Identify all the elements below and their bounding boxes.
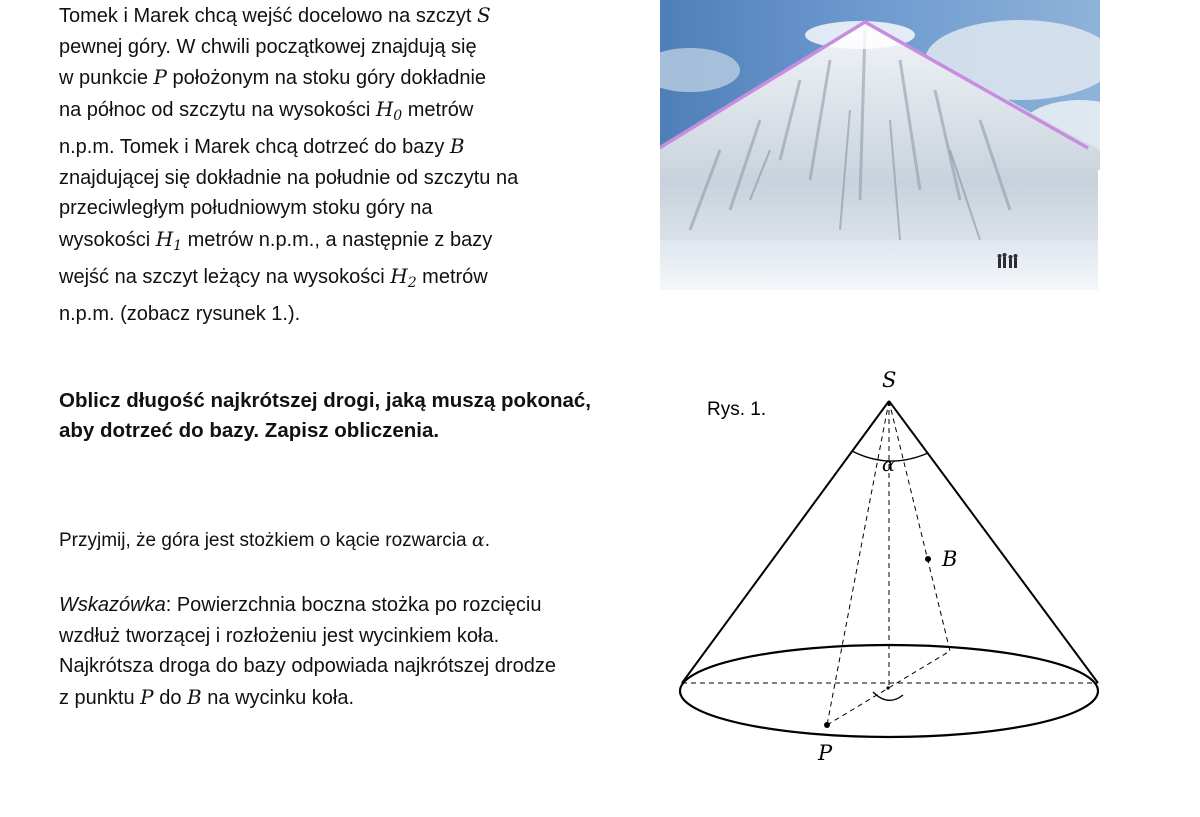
cone-generatrix-left	[682, 401, 889, 683]
generatrix-SP	[827, 401, 889, 725]
hint	[59, 590, 699, 713]
problem-line	[59, 62, 659, 94]
text: w punkcie	[59, 67, 154, 89]
hint-line	[59, 621, 699, 652]
problem-statement	[59, 0, 659, 330]
text: na wycinku koła.	[201, 686, 354, 709]
problem-line	[59, 193, 659, 224]
hint-line	[59, 590, 699, 621]
problem-line	[59, 32, 659, 63]
text: metrów	[402, 98, 474, 121]
text: : Powierzchnia boczna stożka po rozcięciu	[165, 594, 542, 616]
point-P	[824, 722, 830, 728]
text: Tomek i Marek chcą wejść docelowo na szczyt	[59, 5, 477, 27]
problem-line	[59, 131, 659, 163]
math-subscript: 1	[173, 237, 183, 254]
generatrix-SB	[889, 401, 950, 651]
right-angle-arc	[873, 692, 903, 700]
math-H: H	[155, 226, 174, 251]
figure-caption: Rys. 1.	[707, 399, 767, 420]
task-instruction: Oblicz długość najkrótszej drogi, jaką muszą pokonać, aby dotrzeć do bazy. Zapisz obliczenia.	[59, 389, 591, 442]
text: .	[484, 530, 490, 551]
text: pewnej góry. W chwili początkowej znajdują się	[59, 35, 477, 58]
math-S: S	[476, 3, 491, 27]
problem-line	[59, 163, 659, 194]
hint-label: Wskazówka	[59, 594, 166, 616]
text: przeciwległym południowym stoku góry na	[59, 197, 433, 220]
text: wysokości	[59, 228, 156, 251]
point-B	[925, 556, 931, 562]
hint-line	[59, 651, 699, 682]
label-B: B	[942, 547, 958, 571]
text: n.p.m. Tomek i Marek chcą dotrzeć do bazy	[59, 136, 450, 159]
assumption	[59, 525, 659, 556]
text: n.p.m. (zobacz rysunek 1.).	[59, 303, 301, 326]
label-alpha: α	[882, 454, 895, 476]
math-H: H	[390, 264, 408, 289]
math-B: B	[187, 684, 202, 709]
problem-line	[59, 94, 659, 132]
math-subscript: 2	[407, 275, 417, 292]
problem-line	[59, 224, 659, 262]
text: wejść na szczyt leżący na wysokości	[59, 266, 391, 289]
text: położonym na stoku góry dokładnie	[166, 67, 487, 89]
problem-line	[59, 0, 659, 32]
math-subscript: 0	[393, 107, 403, 124]
math-P: P	[140, 684, 154, 709]
cone-base	[680, 645, 1098, 737]
math-alpha: α	[471, 529, 485, 551]
hint-line	[59, 682, 699, 714]
text: Najkrótsza droga do bazy odpowiada najkrótszej drodze	[59, 655, 556, 677]
math-P: P	[153, 65, 167, 89]
problem-line	[59, 261, 659, 299]
math-H: H	[375, 96, 394, 121]
text: na północ od szczytu na wysokości	[59, 98, 376, 121]
text: do	[153, 686, 187, 709]
cone-diagram	[670, 355, 1110, 795]
photo-edge	[1098, 170, 1100, 290]
problem-line	[59, 299, 659, 330]
mountain-photo	[660, 0, 1100, 290]
text: wzdłuż tworzącej i rozłożeniu jest wycinkiem koła.	[59, 624, 500, 647]
label-S: S	[882, 368, 897, 392]
text: metrów	[416, 266, 488, 289]
cone-generatrix-right	[889, 401, 1098, 683]
snow-field	[660, 240, 1100, 290]
right-angle-dot	[886, 686, 889, 689]
text: Przyjmij, że góra jest stożkiem o kącie rozwarcia	[59, 530, 472, 551]
text: metrów n.p.m., a następnie z bazy	[182, 228, 493, 251]
text: znajdującej się dokładnie na południe od szczytu na	[59, 166, 519, 189]
label-P: P	[818, 741, 833, 765]
text: z punktu	[59, 686, 141, 709]
math-B: B	[449, 134, 465, 159]
